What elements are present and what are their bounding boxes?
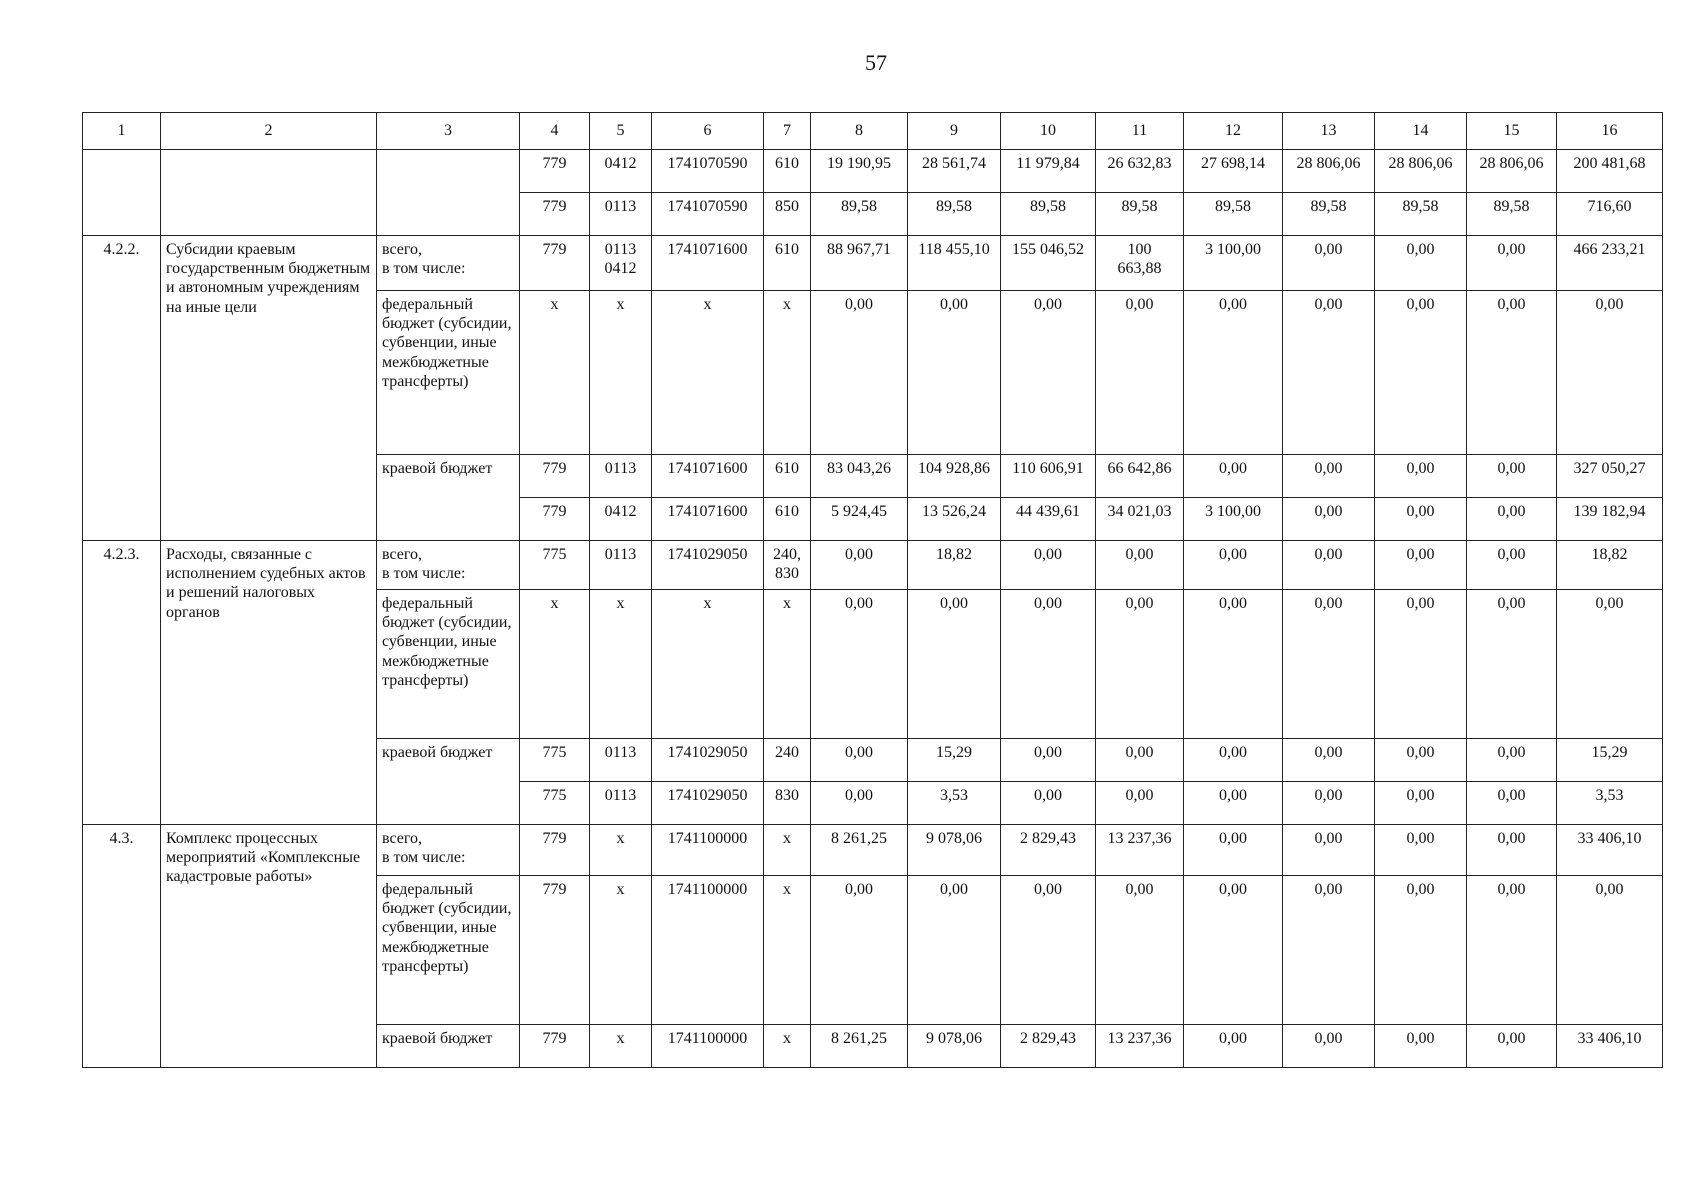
value-cell: 0,00 xyxy=(1283,876,1375,1025)
value-cell: 3,53 xyxy=(1557,782,1663,825)
column-header: 6 xyxy=(652,113,764,150)
value-cell: 89,58 xyxy=(1184,193,1283,236)
column-header: 1 xyxy=(83,113,161,150)
value-cell: 3,53 xyxy=(908,782,1001,825)
value-cell: x xyxy=(590,291,652,455)
value-cell: 0,00 xyxy=(1467,825,1557,876)
value-cell: 0,00 xyxy=(1375,236,1467,291)
value-cell: 139 182,94 xyxy=(1557,498,1663,541)
column-header: 14 xyxy=(1375,113,1467,150)
row-label: краевой бюджет xyxy=(377,739,520,825)
value-cell: 2 829,43 xyxy=(1001,825,1096,876)
empty-cell xyxy=(377,150,520,236)
value-cell: 33 406,10 xyxy=(1557,825,1663,876)
row-label: краевой бюджет xyxy=(377,455,520,541)
value-cell: 779 xyxy=(520,498,590,541)
table-row xyxy=(83,825,1663,876)
column-header: 2 xyxy=(161,113,377,150)
row-label: всего, в том числе: xyxy=(377,825,520,876)
value-cell: 18,82 xyxy=(908,541,1001,590)
value-cell: 1741029050 xyxy=(652,541,764,590)
value-cell: 0,00 xyxy=(1283,1025,1375,1068)
value-cell: 1741071600 xyxy=(652,455,764,498)
value-cell: x xyxy=(764,590,811,739)
value-cell: 775 xyxy=(520,739,590,782)
value-cell: 0,00 xyxy=(1184,291,1283,455)
value-cell: 0113 xyxy=(590,782,652,825)
column-header: 10 xyxy=(1001,113,1096,150)
section-name: Субсидии краевым государственным бюджетным и автономным учреждениям на иные цели xyxy=(161,236,377,541)
value-cell: 0,00 xyxy=(811,590,908,739)
value-cell: 28 806,06 xyxy=(1283,150,1375,193)
value-cell: 1741071600 xyxy=(652,498,764,541)
value-cell: 0,00 xyxy=(1557,291,1663,455)
value-cell: 26 632,83 xyxy=(1096,150,1184,193)
value-cell: 89,58 xyxy=(811,193,908,236)
value-cell: 3 100,00 xyxy=(1184,236,1283,291)
value-cell: 0,00 xyxy=(1467,590,1557,739)
value-cell: 3 100,00 xyxy=(1184,498,1283,541)
value-cell: 779 xyxy=(520,150,590,193)
value-cell: 0,00 xyxy=(1001,541,1096,590)
value-cell: 27 698,14 xyxy=(1184,150,1283,193)
value-cell: 0,00 xyxy=(1467,739,1557,782)
budget-table xyxy=(82,112,1663,1068)
value-cell: x xyxy=(590,825,652,876)
value-cell: 0,00 xyxy=(1096,739,1184,782)
value-cell: 0,00 xyxy=(1096,782,1184,825)
value-cell: 13 237,36 xyxy=(1096,1025,1184,1068)
value-cell: 779 xyxy=(520,455,590,498)
column-header: 13 xyxy=(1283,113,1375,150)
value-cell: 0,00 xyxy=(811,876,908,1025)
value-cell: 610 xyxy=(764,498,811,541)
value-cell: 0,00 xyxy=(1557,590,1663,739)
value-cell: 0,00 xyxy=(811,739,908,782)
value-cell: x xyxy=(590,1025,652,1068)
value-cell: x xyxy=(590,876,652,1025)
value-cell: 1741070590 xyxy=(652,193,764,236)
value-cell: 0113 xyxy=(590,193,652,236)
value-cell: 89,58 xyxy=(1096,193,1184,236)
value-cell: 0,00 xyxy=(1001,876,1096,1025)
value-cell: 2 829,43 xyxy=(1001,1025,1096,1068)
value-cell: 775 xyxy=(520,541,590,590)
value-cell: 1741100000 xyxy=(652,1025,764,1068)
value-cell: 89,58 xyxy=(908,193,1001,236)
row-label: федеральный бюджет (субсидии, субвенции, иные межбюджетные трансферты) xyxy=(377,291,520,455)
value-cell: 0,00 xyxy=(1375,825,1467,876)
column-header: 15 xyxy=(1467,113,1557,150)
value-cell: x xyxy=(764,876,811,1025)
table-row xyxy=(83,113,1663,150)
value-cell: 0,00 xyxy=(1001,590,1096,739)
value-cell: 155 046,52 xyxy=(1001,236,1096,291)
value-cell: x xyxy=(764,291,811,455)
value-cell: 0,00 xyxy=(1375,291,1467,455)
value-cell: 0,00 xyxy=(1096,291,1184,455)
section-number: 4.3. xyxy=(83,825,161,1068)
section-name: Комплекс процессных мероприятий «Комплексные кадастровые работы» xyxy=(161,825,377,1068)
value-cell: 0,00 xyxy=(1467,1025,1557,1068)
value-cell: 1741070590 xyxy=(652,150,764,193)
value-cell: 0,00 xyxy=(1283,498,1375,541)
value-cell: 0,00 xyxy=(1283,590,1375,739)
value-cell: 830 xyxy=(764,782,811,825)
column-header: 12 xyxy=(1184,113,1283,150)
value-cell: 104 928,86 xyxy=(908,455,1001,498)
value-cell: 610 xyxy=(764,150,811,193)
value-cell: 0,00 xyxy=(811,541,908,590)
value-cell: 0,00 xyxy=(811,291,908,455)
row-label: краевой бюджет xyxy=(377,1025,520,1068)
row-label: всего, в том числе: xyxy=(377,236,520,291)
value-cell: 0,00 xyxy=(908,876,1001,1025)
value-cell: x xyxy=(590,590,652,739)
value-cell: 89,58 xyxy=(1467,193,1557,236)
value-cell: 18,82 xyxy=(1557,541,1663,590)
table-row xyxy=(83,236,1663,291)
value-cell: 9 078,06 xyxy=(908,1025,1001,1068)
value-cell: 83 043,26 xyxy=(811,455,908,498)
section-number: 4.2.2. xyxy=(83,236,161,541)
row-label: федеральный бюджет (субсидии, субвенции, иные межбюджетные трансферты) xyxy=(377,876,520,1025)
value-cell: 1741029050 xyxy=(652,739,764,782)
value-cell: 0113 xyxy=(590,541,652,590)
value-cell: 716,60 xyxy=(1557,193,1663,236)
value-cell: 0,00 xyxy=(1283,782,1375,825)
value-cell: 19 190,95 xyxy=(811,150,908,193)
value-cell: 0,00 xyxy=(1557,876,1663,1025)
value-cell: 0,00 xyxy=(1467,541,1557,590)
value-cell: 0113 0412 xyxy=(590,236,652,291)
value-cell: 8 261,25 xyxy=(811,1025,908,1068)
value-cell: 0,00 xyxy=(908,291,1001,455)
value-cell: x xyxy=(764,825,811,876)
value-cell: 9 078,06 xyxy=(908,825,1001,876)
value-cell: 110 606,91 xyxy=(1001,455,1096,498)
value-cell: 5 924,45 xyxy=(811,498,908,541)
value-cell: 0,00 xyxy=(1467,782,1557,825)
column-header: 11 xyxy=(1096,113,1184,150)
section-name: Расходы, связанные с исполнением судебных актов и решений налоговых органов xyxy=(161,541,377,825)
value-cell: 0,00 xyxy=(1096,876,1184,1025)
column-header: 8 xyxy=(811,113,908,150)
value-cell: 0,00 xyxy=(1184,876,1283,1025)
row-label: федеральный бюджет (субсидии, субвенции, иные межбюджетные трансферты) xyxy=(377,590,520,739)
value-cell: 850 xyxy=(764,193,811,236)
value-cell: 0,00 xyxy=(1375,739,1467,782)
table-row xyxy=(83,150,1663,193)
value-cell: 779 xyxy=(520,193,590,236)
value-cell: 0,00 xyxy=(1467,455,1557,498)
value-cell: 0,00 xyxy=(1375,1025,1467,1068)
value-cell: 240, 830 xyxy=(764,541,811,590)
value-cell: 779 xyxy=(520,876,590,1025)
column-header: 4 xyxy=(520,113,590,150)
table-row xyxy=(83,541,1663,590)
value-cell: 88 967,71 xyxy=(811,236,908,291)
value-cell: 0,00 xyxy=(1184,541,1283,590)
row-label: всего, в том числе: xyxy=(377,541,520,590)
value-cell: 11 979,84 xyxy=(1001,150,1096,193)
value-cell: x xyxy=(520,291,590,455)
value-cell: 0,00 xyxy=(1184,739,1283,782)
empty-cell xyxy=(161,150,377,236)
value-cell: 15,29 xyxy=(1557,739,1663,782)
value-cell: 0,00 xyxy=(1184,455,1283,498)
value-cell: 89,58 xyxy=(1375,193,1467,236)
value-cell: 1741100000 xyxy=(652,876,764,1025)
value-cell: 0113 xyxy=(590,455,652,498)
value-cell: x xyxy=(652,291,764,455)
value-cell: 610 xyxy=(764,236,811,291)
value-cell: x xyxy=(764,1025,811,1068)
value-cell: 200 481,68 xyxy=(1557,150,1663,193)
value-cell: 89,58 xyxy=(1001,193,1096,236)
value-cell: 0,00 xyxy=(1283,291,1375,455)
section-number: 4.2.3. xyxy=(83,541,161,825)
value-cell: 28 806,06 xyxy=(1467,150,1557,193)
value-cell: 0,00 xyxy=(1375,876,1467,1025)
value-cell: 0,00 xyxy=(1283,236,1375,291)
value-cell: 775 xyxy=(520,782,590,825)
value-cell: 0,00 xyxy=(1375,590,1467,739)
value-cell: 89,58 xyxy=(1283,193,1375,236)
value-cell: 0,00 xyxy=(1283,541,1375,590)
value-cell: 13 526,24 xyxy=(908,498,1001,541)
value-cell: 0,00 xyxy=(1184,590,1283,739)
value-cell: 0,00 xyxy=(1467,876,1557,1025)
value-cell: x xyxy=(652,590,764,739)
value-cell: 34 021,03 xyxy=(1096,498,1184,541)
value-cell: 0,00 xyxy=(1184,825,1283,876)
value-cell: 0,00 xyxy=(1375,498,1467,541)
value-cell: 0,00 xyxy=(1283,739,1375,782)
value-cell: 44 439,61 xyxy=(1001,498,1096,541)
value-cell: 0,00 xyxy=(1375,541,1467,590)
value-cell: 66 642,86 xyxy=(1096,455,1184,498)
value-cell: 0,00 xyxy=(1467,291,1557,455)
value-cell: 0412 xyxy=(590,498,652,541)
value-cell: 28 806,06 xyxy=(1375,150,1467,193)
value-cell: 100 663,88 xyxy=(1096,236,1184,291)
value-cell: 0,00 xyxy=(1375,455,1467,498)
value-cell: 28 561,74 xyxy=(908,150,1001,193)
value-cell: 0,00 xyxy=(1184,782,1283,825)
value-cell: 0,00 xyxy=(1001,782,1096,825)
page-number: 57 xyxy=(865,50,887,75)
value-cell: 1741100000 xyxy=(652,825,764,876)
value-cell: 13 237,36 xyxy=(1096,825,1184,876)
value-cell: 0,00 xyxy=(1001,739,1096,782)
value-cell: 0,00 xyxy=(1467,236,1557,291)
value-cell: 466 233,21 xyxy=(1557,236,1663,291)
value-cell: 0,00 xyxy=(811,782,908,825)
column-header: 9 xyxy=(908,113,1001,150)
value-cell: 0,00 xyxy=(1467,498,1557,541)
value-cell: 0412 xyxy=(590,150,652,193)
value-cell: 0,00 xyxy=(1184,1025,1283,1068)
column-header: 3 xyxy=(377,113,520,150)
value-cell: 0,00 xyxy=(1001,291,1096,455)
value-cell: 0113 xyxy=(590,739,652,782)
value-cell: 15,29 xyxy=(908,739,1001,782)
column-header: 7 xyxy=(764,113,811,150)
column-header: 5 xyxy=(590,113,652,150)
value-cell: 779 xyxy=(520,1025,590,1068)
value-cell: 0,00 xyxy=(1096,590,1184,739)
value-cell: 1741071600 xyxy=(652,236,764,291)
column-header: 16 xyxy=(1557,113,1663,150)
value-cell: 610 xyxy=(764,455,811,498)
value-cell: 240 xyxy=(764,739,811,782)
value-cell: 0,00 xyxy=(1283,825,1375,876)
value-cell: 327 050,27 xyxy=(1557,455,1663,498)
value-cell: x xyxy=(520,590,590,739)
value-cell: 0,00 xyxy=(908,590,1001,739)
empty-cell xyxy=(83,150,161,236)
value-cell: 118 455,10 xyxy=(908,236,1001,291)
value-cell: 8 261,25 xyxy=(811,825,908,876)
value-cell: 33 406,10 xyxy=(1557,1025,1663,1068)
value-cell: 1741029050 xyxy=(652,782,764,825)
value-cell: 0,00 xyxy=(1096,541,1184,590)
value-cell: 779 xyxy=(520,825,590,876)
value-cell: 0,00 xyxy=(1283,455,1375,498)
value-cell: 0,00 xyxy=(1375,782,1467,825)
value-cell: 779 xyxy=(520,236,590,291)
